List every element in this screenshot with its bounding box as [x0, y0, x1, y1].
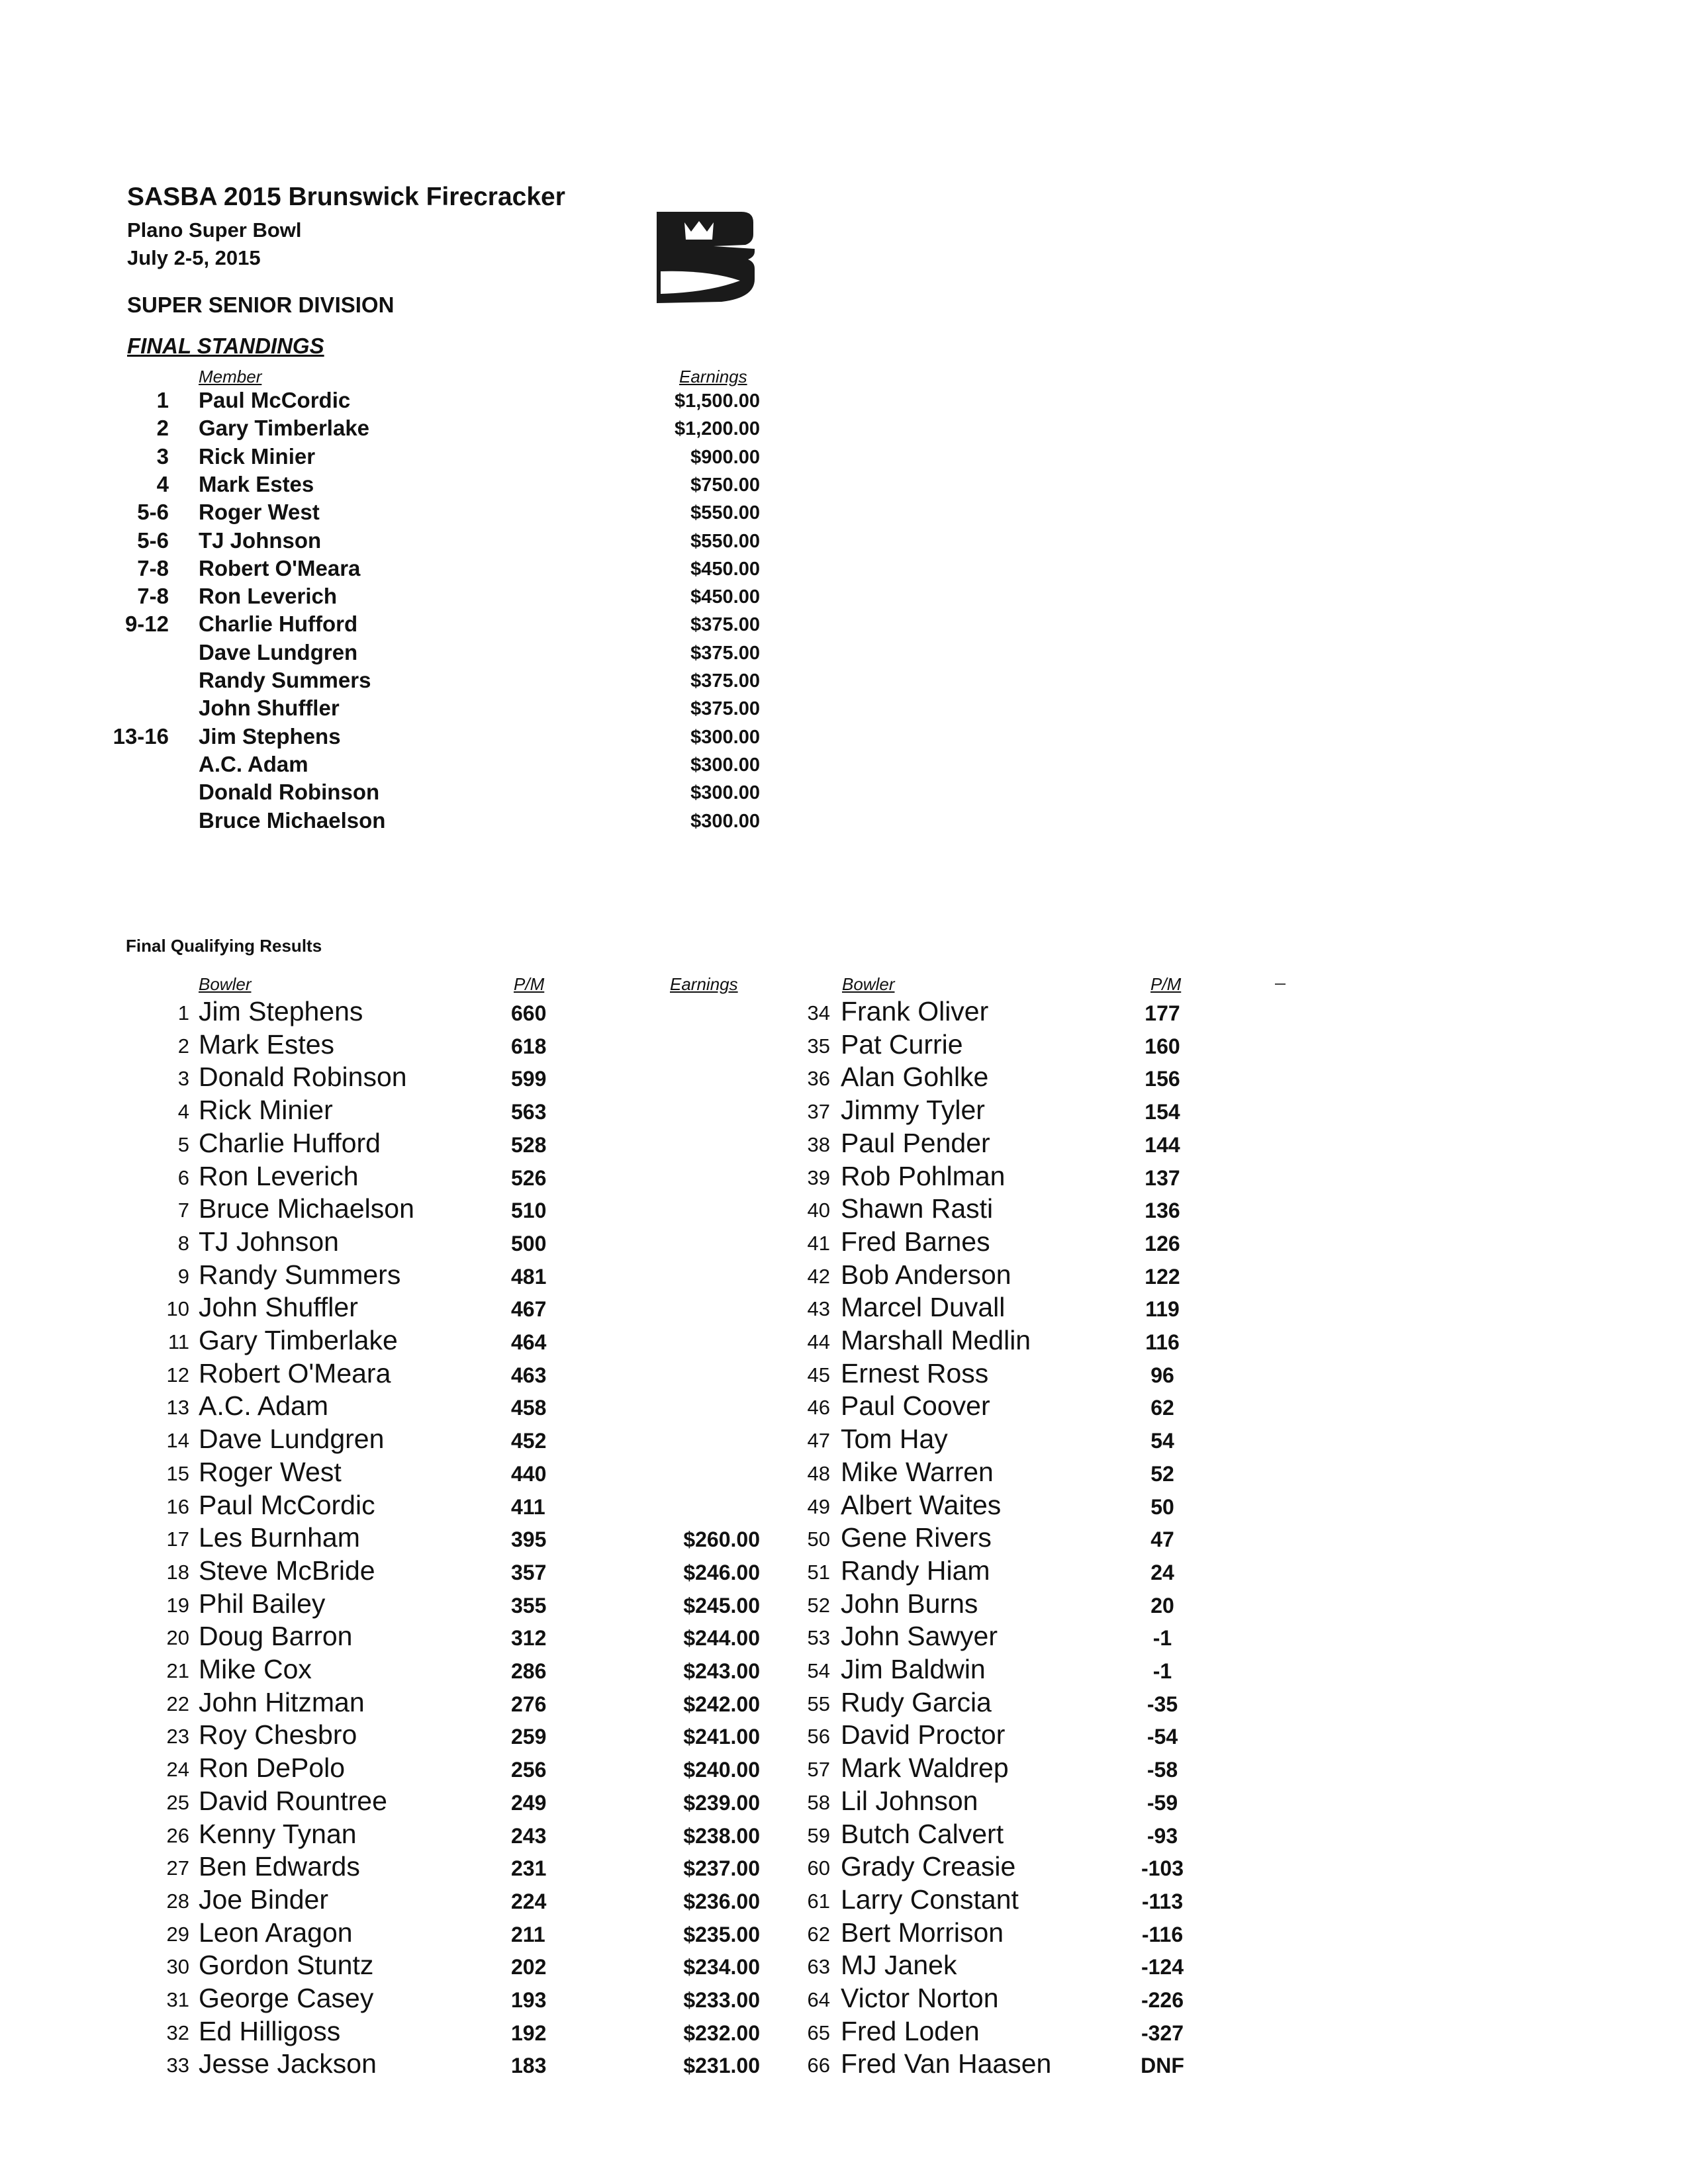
bowler-earnings: $260.00 — [683, 1527, 760, 1552]
bowler-position: 37 — [807, 1100, 830, 1124]
standing-rank: 5-6 — [137, 527, 169, 553]
bowler-position: 57 — [807, 1758, 830, 1782]
standing-earnings: $1,200.00 — [674, 418, 760, 440]
standing-member-name: Ron Leverich — [199, 584, 338, 609]
standing-earnings: $300.00 — [690, 782, 760, 804]
bowler-earnings: $243.00 — [683, 1659, 760, 1683]
bowler-name: Randy Summers — [199, 1259, 401, 1290]
bowler-name: Roy Chesbro — [199, 1719, 357, 1751]
bowler-earnings: $233.00 — [683, 1988, 760, 2012]
bowler-name: Randy Hiam — [841, 1555, 990, 1586]
bowler-name: Roger West — [199, 1456, 342, 1487]
bowler-position: 20 — [166, 1626, 189, 1650]
bowler-pinfall: 395 — [511, 1527, 547, 1552]
qualifying-bowler2-header: Bowler — [842, 974, 895, 994]
bowler-position: 12 — [166, 1363, 189, 1387]
standing-member-name: John Shuffler — [199, 696, 340, 721]
bowler-name: John Sawyer — [841, 1621, 998, 1652]
bowler-pinfall: 231 — [511, 1856, 547, 1881]
bowler-position: 30 — [166, 1955, 189, 1979]
standing-earnings: $750.00 — [690, 474, 760, 496]
bowler-earnings: $245.00 — [683, 1593, 760, 1617]
bowler-position: 47 — [807, 1429, 830, 1453]
bowler-pinfall: 286 — [511, 1659, 547, 1683]
standing-earnings: $550.00 — [690, 502, 760, 524]
bowler-position: 19 — [166, 1593, 189, 1617]
bowler-name: Ron DePolo — [199, 1752, 346, 1784]
bowler-position: 38 — [807, 1132, 830, 1156]
bowler-name: Rob Pohlman — [841, 1160, 1006, 1191]
bowler-position: 15 — [166, 1461, 189, 1485]
standing-member-name: Robert O'Meara — [199, 555, 361, 580]
standing-earnings: $375.00 — [690, 698, 760, 720]
bowler-name: Donald Robinson — [199, 1062, 407, 1093]
bowler-position: 21 — [166, 1659, 189, 1682]
bowler-name: Albert Waites — [841, 1489, 1002, 1520]
bowler-position: 43 — [807, 1297, 830, 1321]
bowler-name: Marcel Duvall — [841, 1292, 1006, 1323]
bowler-earnings: $234.00 — [683, 1955, 760, 1979]
qualifying-earnings-header: Earnings — [670, 974, 738, 994]
bowler-position: 40 — [807, 1199, 830, 1222]
bowler-pinfall: 355 — [511, 1593, 547, 1617]
standing-member-name: A.C. Adam — [199, 751, 308, 776]
bowler-name: Phil Bailey — [199, 1588, 326, 1619]
bowler-pinfall: 440 — [511, 1461, 547, 1486]
standing-rank: 4 — [156, 471, 169, 496]
bowler-name: John Shuffler — [199, 1292, 358, 1323]
bowler-name: Rudy Garcia — [841, 1686, 992, 1717]
standing-earnings: $375.00 — [690, 614, 760, 636]
bowler-pinfall: -116 — [1141, 1922, 1184, 1946]
bowler-name: Tom Hay — [841, 1424, 948, 1455]
bowler-pinfall: 154 — [1145, 1100, 1180, 1124]
bowler-name: Fred Van Haasen — [841, 2048, 1052, 2079]
bowler-earnings: $239.00 — [683, 1790, 760, 1815]
bowler-position: 66 — [807, 2054, 830, 2077]
bowler-pinfall: 563 — [511, 1100, 547, 1124]
bowler-name: David Rountree — [199, 1785, 387, 1816]
bowler-earnings: $242.00 — [683, 1692, 760, 1716]
bowler-name: Victor Norton — [841, 1983, 999, 2013]
standing-member-name: Bruce Michaelson — [199, 807, 386, 833]
standings-earnings-header: Earnings — [679, 367, 747, 387]
bowler-position: 45 — [807, 1363, 830, 1387]
bowler-name: Rick Minier — [199, 1095, 333, 1126]
standing-rank: 7-8 — [137, 584, 169, 609]
bowler-name: Shawn Rasti — [841, 1193, 994, 1224]
bowler-pinfall: 52 — [1150, 1461, 1174, 1486]
bowler-name: Pat Currie — [841, 1028, 963, 1060]
bowler-name: Joe Binder — [199, 1884, 329, 1915]
bowler-pinfall: 243 — [511, 1823, 547, 1848]
bowler-earnings: $236.00 — [683, 1889, 760, 1913]
event-dates: July 2-5, 2015 — [127, 246, 261, 269]
bowler-position: 27 — [166, 1856, 189, 1880]
bowler-position: 42 — [807, 1264, 830, 1288]
bowler-position: 33 — [166, 2054, 189, 2077]
bowler-position: 7 — [177, 1199, 189, 1222]
standing-member-name: Jim Stephens — [199, 723, 341, 749]
bowler-pinfall: 144 — [1145, 1132, 1180, 1157]
bowler-pinfall: 24 — [1150, 1560, 1174, 1584]
bowler-position: 59 — [807, 1823, 830, 1847]
bowler-name: Gene Rivers — [841, 1522, 992, 1553]
standing-rank: 9-12 — [124, 612, 169, 637]
bowler-position: 53 — [807, 1626, 830, 1650]
standing-earnings: $300.00 — [690, 726, 760, 748]
bowler-position: 32 — [166, 2021, 189, 2044]
bowler-earnings: $240.00 — [683, 1758, 760, 1782]
bowler-pinfall: 259 — [511, 1725, 547, 1749]
bowler-pinfall: 276 — [511, 1692, 547, 1716]
bowler-earnings: $237.00 — [683, 1856, 760, 1881]
bowler-position: 5 — [177, 1132, 189, 1156]
bowler-name: Dave Lundgren — [199, 1424, 385, 1455]
bowler-name: Bert Morrison — [841, 1917, 1004, 1948]
bowler-pinfall: 481 — [511, 1264, 547, 1289]
bowler-position: 44 — [807, 1330, 830, 1353]
bowler-earnings: $246.00 — [683, 1560, 760, 1584]
bowler-pinfall: 660 — [511, 1001, 547, 1025]
standing-earnings: $300.00 — [690, 754, 760, 776]
qualifying-bowler-header: Bowler — [199, 974, 252, 994]
bowler-pinfall: 256 — [511, 1758, 547, 1782]
bowler-pinfall: -113 — [1141, 1889, 1184, 1913]
bowler-name: Fred Loden — [841, 2015, 980, 2046]
bowler-pinfall: 599 — [511, 1067, 547, 1091]
standing-member-name: Charlie Hufford — [199, 612, 358, 637]
bowler-name: Jim Baldwin — [841, 1654, 986, 1684]
bowler-pinfall: 526 — [511, 1165, 547, 1190]
bowler-pinfall: 193 — [511, 1988, 547, 2012]
bowler-position: 16 — [166, 1494, 189, 1518]
bowler-name: Mark Waldrep — [841, 1752, 1009, 1784]
bowler-pinfall: 528 — [511, 1132, 547, 1157]
bowler-position: 14 — [166, 1429, 189, 1453]
bowler-pinfall: 467 — [511, 1297, 547, 1322]
bowler-position: 65 — [807, 2021, 830, 2044]
bowler-position: 49 — [807, 1494, 830, 1518]
bowler-pinfall: 224 — [511, 1889, 547, 1913]
bowler-position: 17 — [166, 1527, 189, 1551]
bowler-name: Ed Hilligoss — [199, 2015, 341, 2046]
bowler-earnings: $241.00 — [683, 1725, 760, 1749]
bowler-name: Paul Pender — [841, 1127, 990, 1158]
bowler-pinfall: -93 — [1147, 1823, 1178, 1848]
bowler-pinfall: 249 — [511, 1790, 547, 1815]
standing-member-name: Rick Minier — [199, 443, 316, 469]
bowler-position: 8 — [177, 1231, 189, 1255]
bowler-position: 4 — [177, 1100, 189, 1124]
bowler-earnings: $231.00 — [683, 2054, 760, 2078]
bowler-position: 51 — [807, 1560, 830, 1584]
bowler-position: 18 — [166, 1560, 189, 1584]
bowler-pinfall: -226 — [1141, 1988, 1184, 2012]
bowler-name: Charlie Hufford — [199, 1127, 381, 1158]
bowler-position: 31 — [166, 1988, 189, 2011]
standing-member-name: Mark Estes — [199, 471, 314, 496]
bowler-pinfall: 411 — [511, 1494, 545, 1519]
bowler-pinfall: 618 — [511, 1034, 547, 1058]
bowler-pinfall: 183 — [511, 2054, 547, 2078]
standing-rank: 2 — [156, 416, 169, 441]
bowler-position: 61 — [807, 1889, 830, 1913]
bowler-pinfall: 458 — [511, 1396, 547, 1420]
bowler-earnings: $238.00 — [683, 1823, 760, 1848]
bowler-position: 10 — [166, 1297, 189, 1321]
bowler-pinfall: -1 — [1152, 1626, 1172, 1651]
bowler-pinfall: 96 — [1150, 1363, 1174, 1387]
bowler-name: Bruce Michaelson — [199, 1193, 414, 1224]
bowler-name: Butch Calvert — [841, 1818, 1004, 1849]
bowler-position: 11 — [167, 1330, 189, 1353]
bowler-pinfall: 119 — [1145, 1297, 1180, 1322]
standing-member-name: Paul McCordic — [199, 388, 351, 412]
bowler-position: 41 — [807, 1231, 830, 1255]
standing-earnings: $1,500.00 — [674, 390, 760, 412]
bowler-name: John Hitzman — [199, 1686, 365, 1717]
standing-rank: 1 — [156, 388, 169, 412]
bowler-pinfall: 156 — [1145, 1067, 1180, 1091]
venue: Plano Super Bowl — [127, 218, 302, 242]
bowler-position: 48 — [807, 1461, 830, 1485]
bowler-pinfall: 463 — [511, 1363, 547, 1387]
bowler-name: TJ Johnson — [199, 1226, 339, 1257]
standing-rank: 7-8 — [137, 555, 169, 580]
divider-mark — [1275, 983, 1286, 985]
bowler-pinfall: -58 — [1147, 1758, 1178, 1782]
bowler-name: Steve McBride — [199, 1555, 375, 1586]
bowler-position: 62 — [807, 1922, 830, 1946]
bowler-name: Lil Johnson — [841, 1785, 978, 1816]
bowler-name: Paul Coover — [841, 1390, 990, 1422]
final-standings-heading: FINAL STANDINGS — [127, 334, 324, 358]
bowler-pinfall: 357 — [511, 1560, 547, 1584]
bowler-position: 6 — [177, 1165, 189, 1189]
bowler-name: Jimmy Tyler — [841, 1095, 985, 1126]
bowler-position: 36 — [807, 1067, 830, 1091]
standing-earnings: $300.00 — [690, 810, 760, 832]
bowler-name: Grady Creasie — [841, 1851, 1016, 1882]
bowler-pinfall: 50 — [1150, 1494, 1174, 1519]
standing-earnings: $375.00 — [690, 642, 760, 664]
standings-member-header: Member — [199, 367, 262, 387]
bowler-pinfall: 20 — [1150, 1593, 1174, 1617]
bowler-pinfall: 177 — [1145, 1001, 1180, 1025]
bowler-position: 29 — [166, 1922, 189, 1946]
bowler-name: A.C. Adam — [199, 1390, 328, 1422]
bowler-pinfall: 136 — [1145, 1199, 1180, 1223]
bowler-name: John Burns — [841, 1588, 978, 1619]
bowler-name: Leon Aragon — [199, 1917, 353, 1948]
bowler-name: Mike Cox — [199, 1654, 312, 1684]
bowler-pinfall: -59 — [1147, 1790, 1178, 1815]
bowler-pinfall: 452 — [511, 1429, 547, 1453]
bowler-position: 46 — [807, 1396, 830, 1420]
bowler-position: 34 — [807, 1001, 830, 1024]
bowler-name: Marshall Medlin — [841, 1325, 1031, 1355]
bowler-name: Ernest Ross — [841, 1357, 989, 1388]
standing-member-name: Roger West — [199, 500, 320, 525]
bowler-name: Les Burnham — [199, 1522, 360, 1553]
qualifying-title: Final Qualifying Results — [126, 936, 322, 956]
bowler-position: 9 — [177, 1264, 189, 1288]
bowler-name: Ben Edwards — [199, 1851, 360, 1882]
bowler-name: Jim Stephens — [199, 996, 363, 1026]
standing-earnings: $900.00 — [690, 446, 760, 468]
standing-member-name: Donald Robinson — [199, 780, 380, 805]
bowler-pinfall: 500 — [511, 1231, 547, 1255]
bowler-position: 2 — [177, 1034, 189, 1058]
bowler-earnings: $232.00 — [683, 2021, 760, 2045]
bowler-name: Gary Timberlake — [199, 1325, 398, 1355]
bowler-pinfall: 137 — [1145, 1165, 1180, 1190]
bowler-name: Fred Barnes — [841, 1226, 990, 1257]
bowler-position: 24 — [166, 1758, 189, 1782]
standing-member-name: TJ Johnson — [199, 527, 322, 553]
qualifying-pm2-header: P/M — [1150, 974, 1182, 994]
bowler-name: Frank Oliver — [841, 996, 989, 1026]
bowler-position: 28 — [166, 1889, 189, 1913]
standing-member-name: Dave Lundgren — [199, 639, 358, 664]
bowler-position: 50 — [807, 1527, 830, 1551]
standing-earnings: $550.00 — [690, 530, 760, 552]
bowler-name: David Proctor — [841, 1719, 1006, 1751]
bowler-pinfall: 510 — [511, 1199, 547, 1223]
bowler-name: George Casey — [199, 1983, 374, 2013]
bowler-earnings: $244.00 — [683, 1626, 760, 1651]
bowler-pinfall: 47 — [1150, 1527, 1174, 1552]
bowler-name: Ron Leverich — [199, 1160, 359, 1191]
bowler-position: 56 — [807, 1725, 830, 1749]
standing-earnings: $450.00 — [690, 558, 760, 580]
bowler-pinfall: 312 — [511, 1626, 547, 1651]
bowler-position: 13 — [166, 1396, 189, 1420]
bowler-name: Gordon Stuntz — [199, 1950, 374, 1981]
bowler-position: 39 — [807, 1165, 830, 1189]
bowler-position: 63 — [807, 1955, 830, 1979]
bowler-pinfall: DNF — [1141, 2054, 1184, 2078]
bowler-name: Bob Anderson — [841, 1259, 1011, 1290]
bowler-name: Jesse Jackson — [199, 2048, 377, 2079]
bowler-position: 3 — [177, 1067, 189, 1091]
bowler-earnings: $235.00 — [683, 1922, 760, 1946]
bowler-pinfall: 126 — [1145, 1231, 1180, 1255]
qualifying-pm-header: P/M — [514, 974, 545, 994]
bowler-pinfall: 211 — [511, 1922, 545, 1946]
standing-rank: 13-16 — [113, 723, 169, 749]
bowler-pinfall: 62 — [1150, 1396, 1174, 1420]
bowler-pinfall: -54 — [1147, 1725, 1178, 1749]
bowler-position: 25 — [166, 1790, 189, 1814]
bowler-name: Mark Estes — [199, 1028, 335, 1060]
bowler-name: Paul McCordic — [199, 1489, 375, 1520]
bowler-pinfall: -327 — [1141, 2021, 1184, 2045]
bowler-position: 60 — [807, 1856, 830, 1880]
bowler-name: Kenny Tynan — [199, 1818, 357, 1849]
brunswick-logo-icon — [655, 210, 755, 303]
bowler-position: 35 — [807, 1034, 830, 1058]
bowler-position: 55 — [807, 1692, 830, 1715]
document-title: SASBA 2015 Brunswick Firecracker — [127, 183, 565, 211]
bowler-pinfall: -35 — [1147, 1692, 1178, 1716]
bowler-position: 26 — [166, 1823, 189, 1847]
standing-earnings: $450.00 — [690, 586, 760, 608]
standing-earnings: $375.00 — [690, 670, 760, 692]
bowler-position: 23 — [166, 1725, 189, 1749]
bowler-pinfall: 192 — [511, 2021, 547, 2045]
bowler-name: Doug Barron — [199, 1621, 353, 1652]
bowler-position: 52 — [807, 1593, 830, 1617]
standing-member-name: Randy Summers — [199, 668, 371, 692]
bowler-position: 58 — [807, 1790, 830, 1814]
bowler-position: 1 — [177, 1001, 189, 1024]
bowler-pinfall: 116 — [1145, 1330, 1180, 1354]
bowler-position: 22 — [166, 1692, 189, 1715]
bowler-name: MJ Janek — [841, 1950, 957, 1981]
standing-rank: 5-6 — [137, 500, 169, 525]
bowler-pinfall: 160 — [1145, 1034, 1180, 1058]
bowler-position: 64 — [807, 1988, 830, 2011]
standing-member-name: Gary Timberlake — [199, 416, 370, 441]
bowler-pinfall: 464 — [511, 1330, 547, 1354]
bowler-pinfall: 122 — [1145, 1264, 1180, 1289]
bowler-pinfall: 202 — [511, 1955, 547, 1979]
bowler-position: 54 — [807, 1659, 830, 1682]
bowler-pinfall: -1 — [1152, 1659, 1172, 1683]
bowler-name: Mike Warren — [841, 1456, 994, 1487]
bowler-name: Robert O'Meara — [199, 1357, 391, 1388]
bowler-name: Alan Gohlke — [841, 1062, 989, 1093]
division-heading: SUPER SENIOR DIVISION — [127, 293, 395, 317]
bowler-pinfall: -103 — [1141, 1856, 1184, 1881]
bowler-pinfall: -124 — [1141, 1955, 1184, 1979]
bowler-name: Larry Constant — [841, 1884, 1019, 1915]
standing-rank: 3 — [156, 443, 169, 469]
bowler-pinfall: 54 — [1150, 1429, 1174, 1453]
